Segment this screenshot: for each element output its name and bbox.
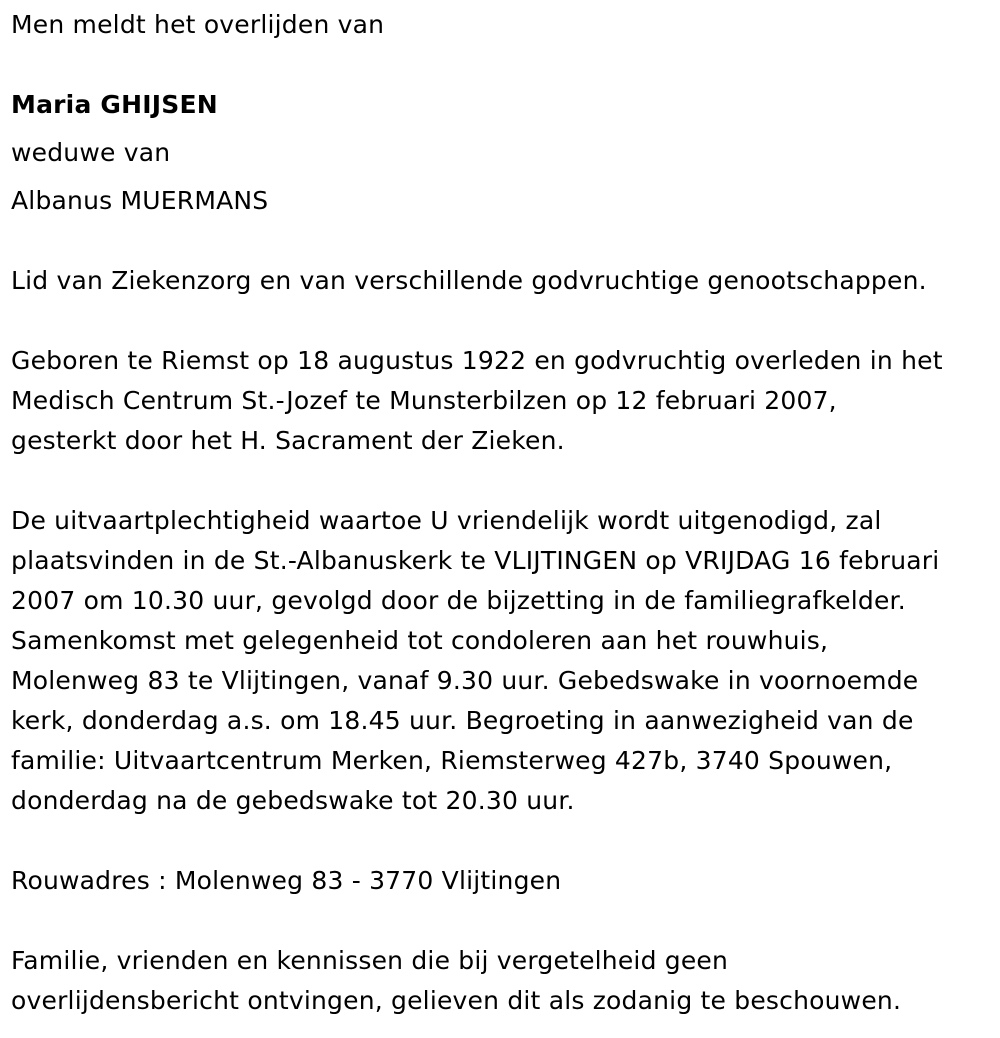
birth-death-line: gesterkt door het H. Sacrament der Zieken. [11, 426, 565, 455]
closing-line: Familie, vrienden en kennissen die bij vergetelheid geen [11, 946, 729, 975]
funeral-line: donderdag na de gebedswake tot 20.30 uur. [11, 786, 575, 815]
funeral-line: kerk, donderdag a.s. om 18.45 uur. Begroeting in aanwezigheid van de [11, 706, 914, 735]
intro-text: Men meldt het overlijden van [11, 10, 385, 39]
funeral-line: De uitvaartplechtigheid waartoe U vriendelijk wordt uitgenodigd, zal [11, 506, 882, 535]
funeral-line: familie: Uitvaartcentrum Merken, Riemsterweg 427b, 3740 Spouwen, [11, 746, 893, 775]
membership-text: Lid van Ziekenzorg en van verschillende godvruchtige genootschappen. [11, 266, 927, 295]
funeral-line: Molenweg 83 te Vlijtingen, vanaf 9.30 uur. Gebedswake in voornoemde [11, 666, 919, 695]
birth-death-line: Geboren te Riemst op 18 augustus 1922 en godvruchtig overleden in het [11, 346, 943, 375]
relation-text: weduwe van [11, 138, 171, 167]
funeral-line: Samenkomst met gelegenheid tot condoleren aan het rouwhuis, [11, 626, 829, 655]
spouse-name: Albanus MUERMANS [11, 186, 269, 215]
mourning-address: Rouwadres : Molenweg 83 - 3770 Vlijtingen [11, 866, 562, 895]
deceased-name: Maria GHIJSEN [11, 90, 218, 119]
birth-death-line: Medisch Centrum St.-Jozef te Munsterbilzen op 12 februari 2007, [11, 386, 837, 415]
closing-line: overlijdensbericht ontvingen, gelieven dit als zodanig te beschouwen. [11, 986, 902, 1015]
funeral-line: 2007 om 10.30 uur, gevolgd door de bijzetting in de familiegrafkelder. [11, 586, 906, 615]
funeral-line: plaatsvinden in de St.-Albanuskerk te VLIJTINGEN op VRIJDAG 16 februari [11, 546, 940, 575]
